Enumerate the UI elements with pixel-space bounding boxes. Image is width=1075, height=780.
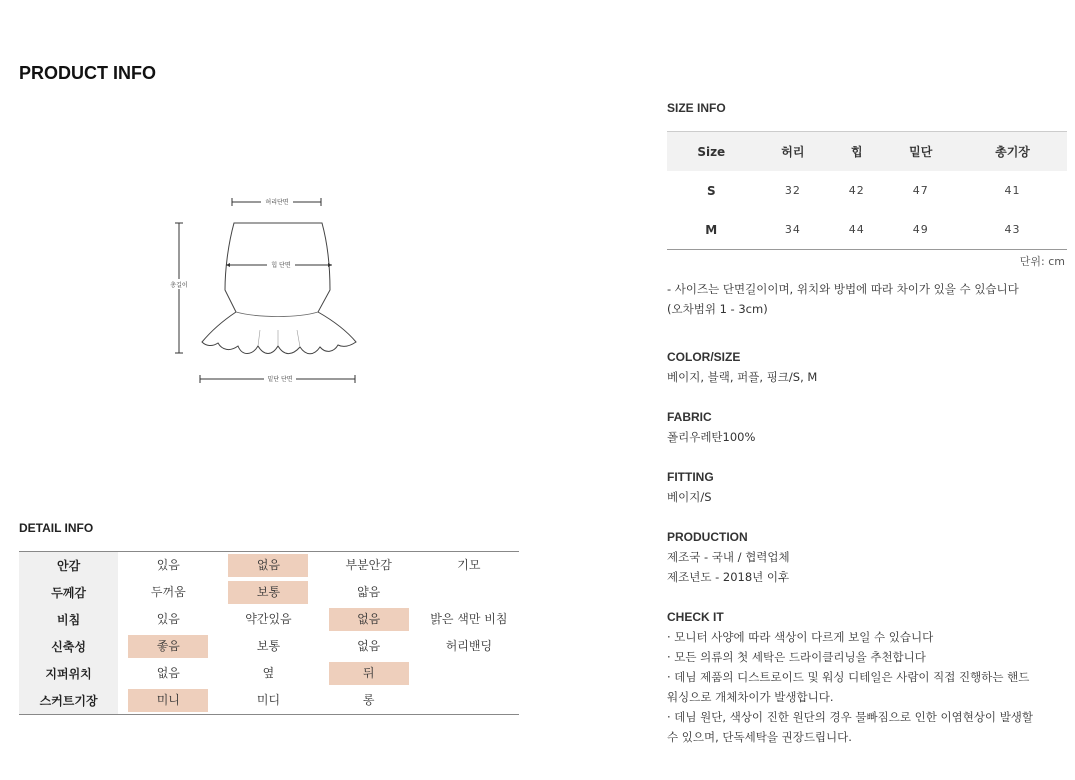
skirt-outline (202, 223, 356, 354)
size-value-cell: 49 (912, 223, 929, 236)
detail-option (429, 661, 509, 684)
size-info-table (667, 131, 1067, 250)
size-col-header: 힙 (830, 132, 883, 172)
detail-option-cell (118, 579, 218, 606)
fabric-heading: FABRIC (667, 410, 712, 424)
detail-option-cell (218, 579, 318, 606)
fabric-section (667, 407, 1067, 447)
unit-label: 단위: cm (1019, 255, 1065, 268)
hem-measure-line (200, 374, 355, 384)
size-cell: S (706, 183, 716, 198)
detail-row-label: 신축성 (19, 633, 118, 660)
detail-row-label: 비침 (19, 606, 118, 633)
detail-option-cell (218, 687, 318, 715)
detail-option: 없음 (156, 666, 180, 680)
detail-option-cell (218, 660, 318, 687)
size-value-cell: 32 (784, 184, 801, 197)
detail-option-cell (218, 633, 318, 660)
size-note-line: - 사이즈는 단면길이이며, 위치와 방법에 따라 차이가 있을 수 있습니다 (667, 282, 1019, 296)
size-value-cell: 47 (912, 184, 929, 197)
detail-option: 미디 (256, 693, 281, 707)
detail-option-cell (419, 552, 519, 580)
detail-option: 롱 (362, 693, 375, 707)
detail-option-cell (118, 633, 218, 660)
production-year: 제조년도 - 2018년 이후 (667, 570, 790, 584)
size-value-cell: 44 (848, 223, 865, 236)
detail-option-cell (419, 579, 519, 606)
production-heading: PRODUCTION (667, 530, 748, 544)
detail-option: 밝은 색만 비침 (430, 612, 508, 626)
check-it-line: · 모니터 사양에 따라 색상이 다르게 보일 수 있습니다 (667, 630, 934, 644)
detail-option-cell (118, 606, 218, 633)
detail-option-cell (319, 633, 419, 660)
detail-option-cell (118, 552, 218, 580)
detail-option-cell (218, 606, 318, 633)
detail-option: 얇음 (357, 585, 381, 599)
detail-option: 두꺼움 (150, 585, 186, 599)
detail-info-table (19, 551, 519, 715)
detail-option: 부분안감 (345, 558, 392, 572)
check-it-line: 수 있으며, 단독세탁을 권장드립니다. (667, 730, 852, 744)
size-col-header: Size (667, 132, 756, 172)
detail-option: 약간있음 (245, 612, 292, 626)
detail-option-cell (319, 660, 419, 687)
detail-option-cell (319, 579, 419, 606)
detail-info-heading: DETAIL INFO (19, 521, 94, 535)
detail-option (429, 688, 509, 711)
detail-option-cell (319, 552, 419, 580)
length-label: 총길이 (170, 282, 188, 289)
detail-option-cell (419, 687, 519, 715)
table-row (19, 552, 519, 580)
page-title: PRODUCT INFO (19, 63, 156, 83)
check-it-line: · 데님 원단, 색상이 진한 원단의 경우 물빠짐으로 인한 이염현상이 발생할 (667, 710, 1034, 724)
detail-option-cell (419, 633, 519, 660)
table-row (19, 579, 519, 606)
detail-option: 있음 (156, 558, 180, 572)
size-value-cell: 41 (1004, 184, 1021, 197)
color-size-heading: COLOR/SIZE (667, 350, 741, 364)
detail-option (429, 580, 509, 603)
size-col-header: 밑단 (883, 132, 958, 172)
check-it-section (667, 607, 1067, 747)
waist-measure-line (232, 198, 321, 206)
detail-option: 기모 (457, 558, 481, 572)
table-row (667, 171, 1067, 210)
waist-label: 허리단면 (265, 199, 289, 206)
check-it-line: 워싱으로 개체차이가 발생합니다. (667, 690, 834, 704)
detail-option: 허리밴딩 (445, 639, 493, 653)
production-country: 제조국 - 국내 / 협력업체 (667, 550, 790, 564)
detail-option-cell (319, 687, 419, 715)
color-size-value: 베이지, 블랙, 퍼플, 핑크/S, M (667, 370, 818, 384)
fitting-value: 베이지/S (667, 490, 712, 504)
fabric-value: 폴리우레탄100% (667, 430, 756, 444)
detail-row-label: 두께감 (19, 579, 118, 606)
hem-label: 밑단 단면 (267, 376, 293, 383)
skirt-measurement-diagram (168, 190, 368, 390)
size-cell: M (705, 222, 718, 237)
size-note-line: (오차범위 1 - 3cm) (667, 302, 768, 316)
detail-option-selected: 보통 (228, 581, 308, 604)
detail-option-cell (218, 552, 318, 580)
detail-option: 없음 (357, 639, 381, 653)
detail-option: 옆 (262, 666, 275, 680)
table-row (19, 633, 519, 660)
table-row (19, 660, 519, 687)
detail-row-label: 스커트기장 (19, 687, 118, 715)
table-row (19, 687, 519, 715)
length-measure-line (170, 223, 190, 353)
detail-option-cell (118, 687, 218, 715)
table-row (19, 606, 519, 633)
fitting-heading: FITTING (667, 470, 714, 484)
detail-option-cell (319, 606, 419, 633)
size-info-heading: SIZE INFO (667, 101, 726, 115)
size-note (667, 279, 1067, 319)
check-it-line: · 데님 제품의 디스트로이드 및 워싱 디테일은 사람이 직접 진행하는 핸드 (667, 670, 1030, 684)
size-value-cell: 34 (784, 223, 801, 236)
detail-option-selected: 없음 (228, 554, 308, 577)
detail-option-cell (118, 660, 218, 687)
production-section (667, 527, 1067, 587)
detail-option-selected: 좋음 (128, 635, 208, 658)
size-col-header: 총기장 (958, 132, 1067, 172)
detail-option: 있음 (156, 612, 180, 626)
detail-option-cell (419, 606, 519, 633)
detail-row-label: 안감 (19, 552, 118, 580)
check-it-line: · 모든 의류의 첫 세탁은 드라이클리닝을 추천합니다 (667, 650, 926, 664)
detail-option-selected: 뒤 (329, 662, 409, 685)
size-value-cell: 42 (848, 184, 865, 197)
check-it-heading: CHECK IT (667, 610, 724, 624)
detail-option-selected: 없음 (329, 608, 409, 631)
detail-option: 보통 (256, 639, 281, 653)
table-row (667, 210, 1067, 250)
hip-label: 힙 단면 (271, 262, 291, 269)
size-value-cell: 43 (1004, 223, 1021, 236)
size-table-header-row (667, 132, 1067, 172)
color-size-section (667, 347, 1067, 387)
detail-row-label: 지퍼위치 (19, 660, 118, 687)
detail-option-cell (419, 660, 519, 687)
detail-option-selected: 미니 (128, 689, 208, 712)
size-col-header: 허리 (756, 132, 831, 172)
fitting-section (667, 467, 1067, 507)
